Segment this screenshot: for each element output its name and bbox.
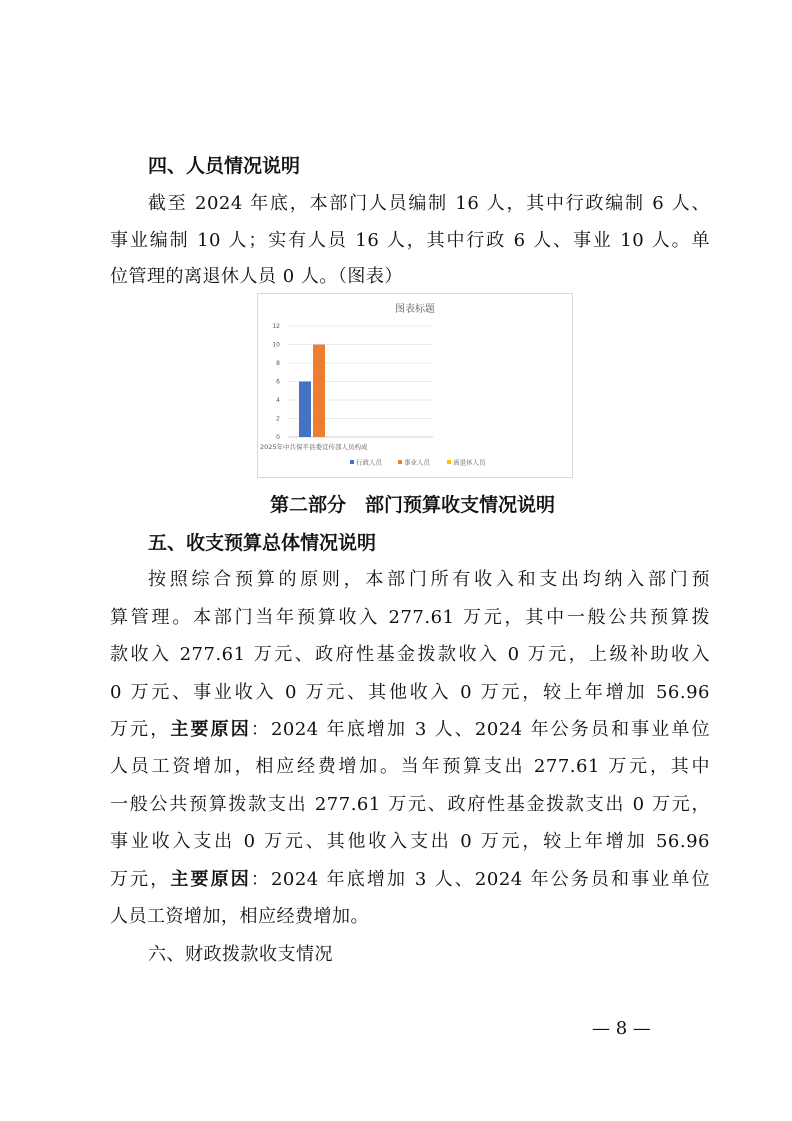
- section5-line-8: 事业收入支出 0 万元、其他收入支出 0 万元，较上年增加 56.96: [110, 831, 710, 852]
- section4-line-2: 事业编制 10 人；实有人员 16 人，其中行政 6 人、事业 10 人。单: [110, 230, 710, 251]
- personnel-chart: [257, 293, 573, 478]
- section5-line-3: 款收入 277.61 万元、政府性基金拨款收入 0 万元，上级补助收入: [110, 644, 710, 665]
- section5-line-9-b: ：2024 年底增加 3 人、2024 年公务员和事业单位: [250, 869, 710, 890]
- section5-line-5: [110, 715, 710, 741]
- chart-ytick-label: 12: [272, 323, 280, 330]
- section5-heading: 五、收支预算总体情况说明: [148, 532, 377, 554]
- chart-title: 图表标题: [395, 304, 435, 315]
- chart-legend-label: 行政人员: [356, 458, 382, 467]
- section5-line-9: [110, 865, 710, 891]
- chart-ytick-label: 10: [272, 341, 280, 349]
- section6-heading: 六、财政拨款收支情况: [148, 944, 333, 965]
- chart-legend-label: 事业人员: [404, 458, 430, 467]
- chart-ytick-label: 8: [276, 360, 280, 367]
- section5-line-2: 算管理。本部门当年预算收入 277.61 万元，其中一般公共预算拨: [110, 607, 710, 628]
- section5-line-1: 按照综合预算的原则，本部门所有收入和支出均纳入部门预: [148, 569, 710, 590]
- section5-line-4: 0 万元、事业收入 0 万元、其他收入 0 万元，较上年增加 56.96: [110, 682, 710, 703]
- chart-ytick-label: 0: [276, 434, 280, 441]
- main-reason-label-2: 主要原因: [170, 869, 251, 890]
- chart-ytick-label: 6: [276, 378, 280, 386]
- page-number: — 8 —: [592, 1018, 651, 1039]
- chart-ytick-label: 2: [276, 415, 280, 423]
- chart-category-label: 2025年中共保平县委宣传部人员构成: [260, 443, 368, 451]
- chart-canvas: [258, 294, 572, 477]
- section5-line-6: 人员工资增加，相应经费增加。当年预算支出 277.61 万元，其中: [110, 756, 710, 777]
- chart-legend-swatch: [350, 460, 354, 464]
- section5-line-5-b: ：2024 年底增加 3 人、2024 年公务员和事业单位: [250, 719, 710, 740]
- section4-line-3: 位管理的离退休人员 0 人。（图表）: [110, 266, 403, 287]
- part2-title: 第二部分 部门预算收支情况说明: [270, 494, 556, 516]
- main-reason-label: 主要原因: [170, 719, 251, 740]
- chart-ytick-label: 4: [276, 397, 280, 404]
- chart-legend-swatch: [447, 460, 451, 464]
- section5-line-10: 人员工资增加，相应经费增加。: [110, 906, 369, 927]
- section5-line-9-a: 万元，: [110, 869, 171, 890]
- chart-bar-2: [313, 345, 325, 438]
- chart-legend-label: 离退休人员: [453, 458, 486, 467]
- section4-line-1: 截至 2024 年底，本部门人员编制 16 人，其中行政编制 6 人、: [148, 193, 710, 214]
- section4-heading: 四、人员情况说明: [148, 155, 301, 177]
- chart-legend-swatch: [398, 460, 402, 464]
- chart-bar-1: [299, 382, 311, 438]
- section5-line-5-a: 万元，: [110, 719, 171, 740]
- section5-line-7: 一般公共预算拨款支出 277.61 万元、政府性基金拨款支出 0 万元，: [110, 794, 710, 815]
